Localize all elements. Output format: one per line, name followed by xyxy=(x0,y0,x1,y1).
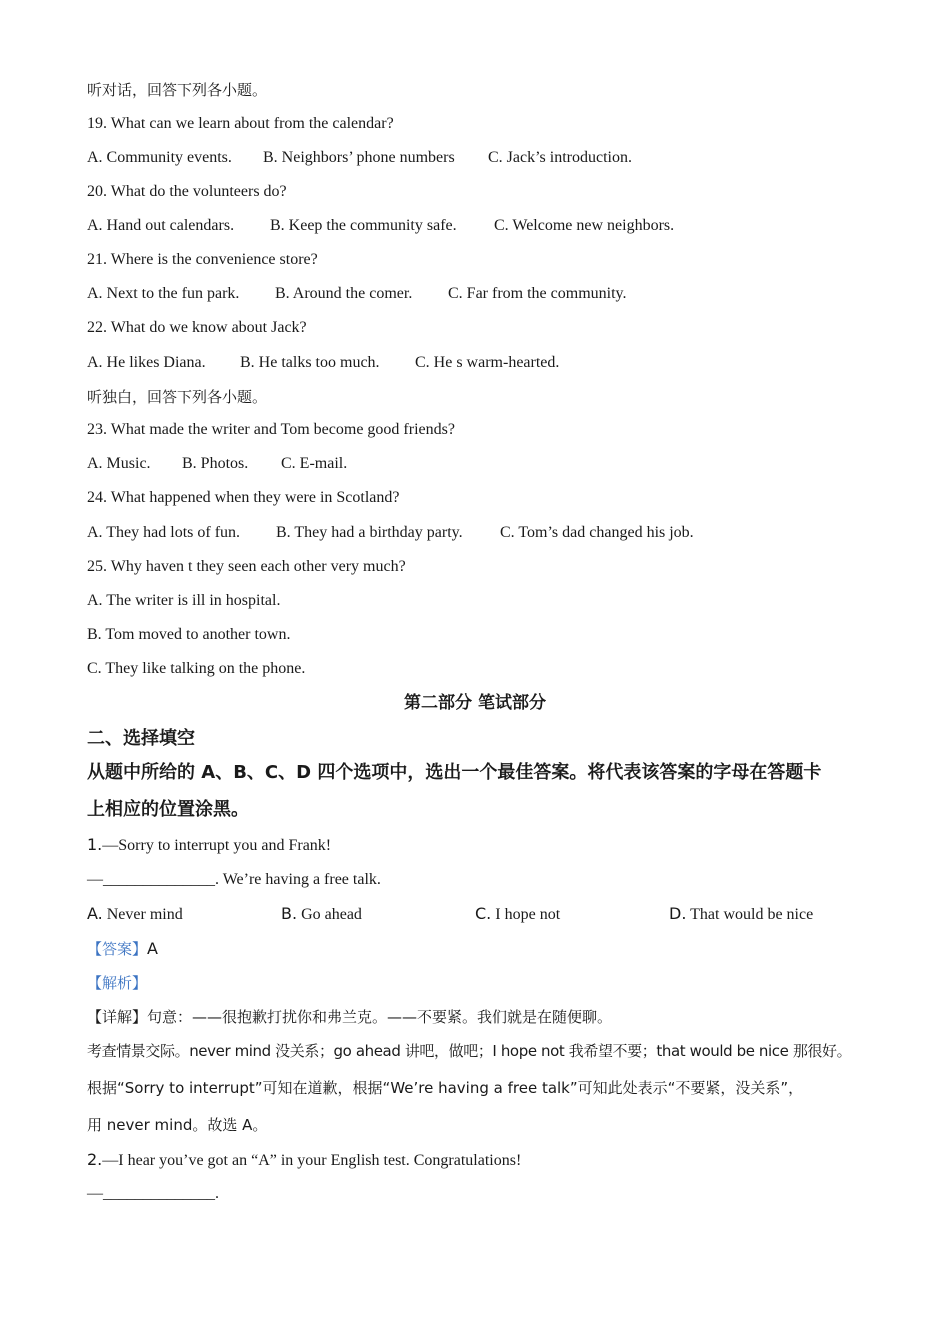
question-24: 24. What happened when they were in Scotland? xyxy=(87,489,400,506)
q22-option-b: B. He talks too much. xyxy=(240,354,380,371)
question-19: 19. What can we learn about from the calendar? xyxy=(87,115,394,132)
q23-option-b: B. Photos. xyxy=(182,455,249,472)
q25-option-c: C. They like talking on the phone. xyxy=(87,660,306,677)
q20-option-c: C. Welcome new neighbors. xyxy=(494,217,675,234)
monologue-heading: 听独白，回答下列各小题。 xyxy=(87,388,268,406)
q22-option-a: A. He likes Diana. xyxy=(87,354,206,371)
q24-option-b: B. They had a birthday party. xyxy=(276,524,463,541)
detail-translation: 【详解】句意：——很抱歉打扰你和弗兰克。——不要紧。我们就是在随便聊。 xyxy=(87,1008,613,1026)
question-1-prompt xyxy=(87,835,331,856)
q21-option-c: C. Far from the community. xyxy=(448,285,627,302)
instruction-line-2: 上相应的位置涂黑。 xyxy=(87,799,249,820)
q23-option-c: C. E-mail. xyxy=(281,455,348,472)
explanation-line-1: 考查情景交际。never mind 没关系；go ahead 讲吧，做吧；I hope not 我希望不要；that would be nice 那很好。 xyxy=(87,1042,852,1060)
q1-option-a-letter: A. xyxy=(87,904,103,923)
explanation-line-3: 用 never mind。故选 A。 xyxy=(87,1116,268,1134)
q1-option-a-text: Never mind xyxy=(106,906,183,923)
question-1-number: 1. xyxy=(87,835,103,854)
q25-option-b: B. Tom moved to another town. xyxy=(87,626,291,643)
question-25: 25. Why haven t they seen each other very much? xyxy=(87,558,406,575)
q1-option-b-text: Go ahead xyxy=(301,906,362,923)
q1-option-d-letter: D. xyxy=(669,904,687,923)
question-22: 22. What do we know about Jack? xyxy=(87,319,307,336)
q1-answer xyxy=(87,939,158,960)
q1-option-b-letter: B. xyxy=(281,904,298,923)
q19-option-c: C. Jack’s introduction. xyxy=(488,149,632,166)
q22-option-c: C. He s warm-hearted. xyxy=(415,354,560,371)
q25-option-a: A. The writer is ill in hospital. xyxy=(87,592,281,609)
q1-option-b xyxy=(281,904,362,925)
question-1-line1: —Sorry to interrupt you and Frank! xyxy=(102,837,332,854)
q1-option-c-letter: C. xyxy=(475,904,492,923)
q19-option-b: B. Neighbors’ phone numbers xyxy=(263,149,455,166)
dialog-heading: 听对话，回答下列各小题。 xyxy=(87,81,268,99)
explanation-line-2: 根据“Sorry to interrupt”可知在道歉，根据“We’re having a free talk”可知此处表示“不要紧，没关系”， xyxy=(87,1079,804,1097)
q1-option-a xyxy=(87,904,183,925)
q1-option-c xyxy=(475,904,560,925)
question-21: 21. Where is the convenience store? xyxy=(87,251,318,268)
q24-option-c: C. Tom’s dad changed his job. xyxy=(500,524,694,541)
question-23: 23. What made the writer and Tom become good friends? xyxy=(87,421,455,438)
q24-option-a: A. They had lots of fun. xyxy=(87,524,241,541)
question-2-line1: —I hear you’ve got an “A” in your English test. Congratulations! xyxy=(102,1152,522,1169)
analysis-label: 【解析】 xyxy=(87,974,148,992)
q1-option-d-text: That would be nice xyxy=(690,906,814,923)
question-20: 20. What do the volunteers do? xyxy=(87,183,287,200)
q21-option-a: A. Next to the fun park. xyxy=(87,285,240,302)
section-heading: 二、选择填空 xyxy=(87,728,195,749)
q1-option-d xyxy=(669,904,813,925)
instruction-line-1: 从题中所给的 A、B、C、D 四个选项中，选出一个最佳答案。将代表该答案的字母在答题卡 xyxy=(87,762,822,783)
part2-title: 第二部分 笔试部分 xyxy=(404,693,546,713)
answer-value: A xyxy=(147,939,158,958)
question-2-prompt xyxy=(87,1150,521,1171)
q20-option-b: B. Keep the community safe. xyxy=(270,217,457,234)
question-2-number: 2. xyxy=(87,1150,103,1169)
answer-label: 【答案】 xyxy=(87,940,148,958)
question-2-line2: —______________. xyxy=(87,1185,219,1202)
q19-option-a: A. Community events. xyxy=(87,149,232,166)
q20-option-a: A. Hand out calendars. xyxy=(87,217,235,234)
q1-option-c-text: I hope not xyxy=(495,906,561,923)
q23-option-a: A. Music. xyxy=(87,455,151,472)
question-1-line2: —______________. We’re having a free talk. xyxy=(87,871,381,888)
q21-option-b: B. Around the comer. xyxy=(275,285,413,302)
